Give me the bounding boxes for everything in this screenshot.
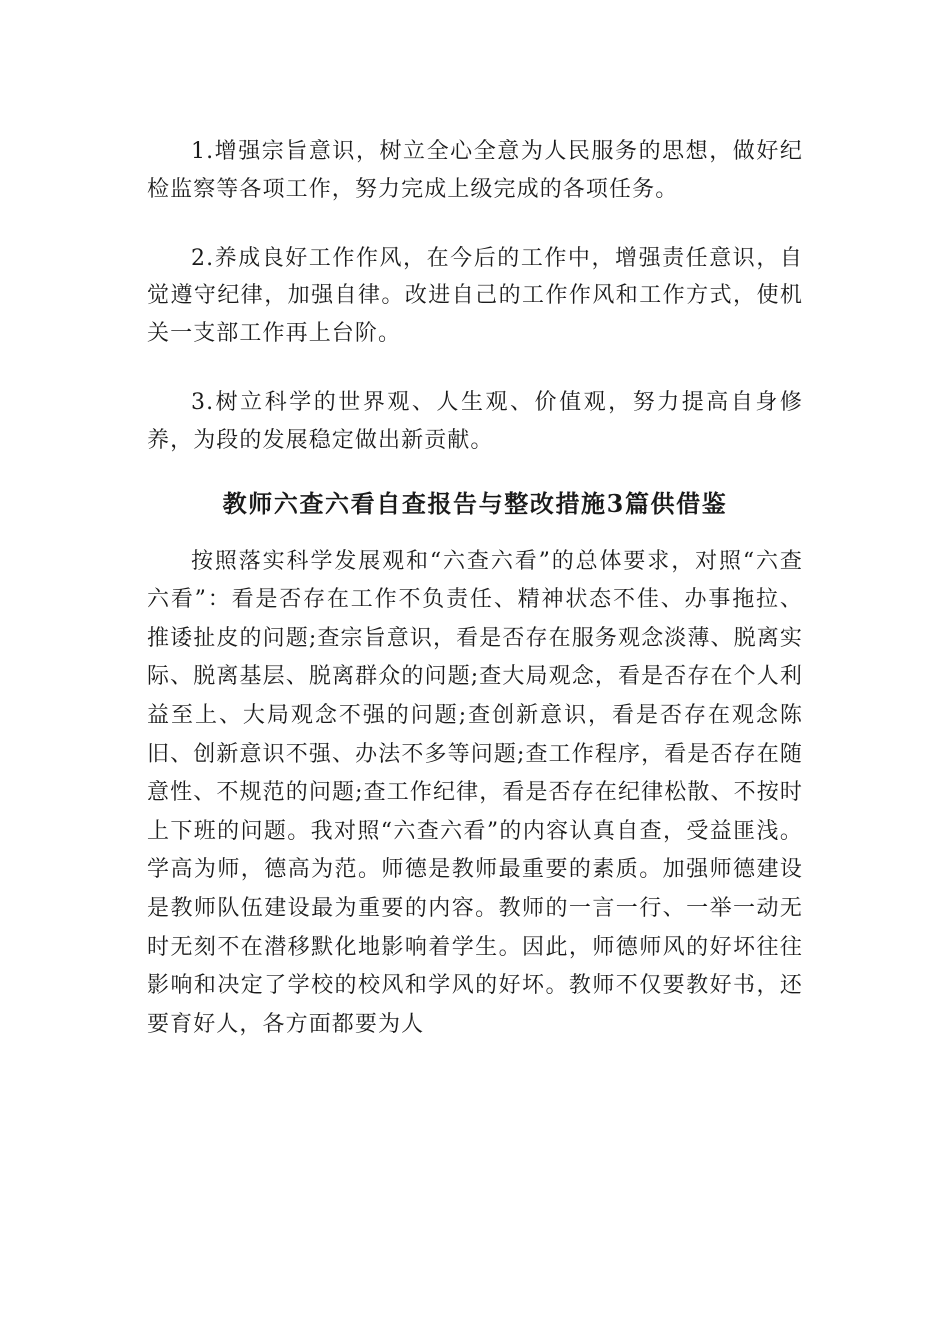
list-item-3: 3.树立科学的世界观、人生观、价值观，努力提高自身修养，为段的发展稳定做出新贡献。 <box>147 389 803 453</box>
list-item-2: 2.养成良好工作作风，在今后的工作中，增强责任意识，自觉遵守纪律，加强自律。改进自己的工作作风和工作方式，使机关一支部工作再上台阶。 <box>147 245 803 347</box>
section-title: 教师六查六看自查报告与整改措施3篇供借鉴 <box>222 488 728 518</box>
list-item-1: 1.增强宗旨意识，树立全心全意为人民服务的思想，做好纪检监察等各项工作，努力完成上级完成的各项任务。 <box>147 139 803 202</box>
document-page <box>147 133 803 1044</box>
body-paragraph: 按照落实科学发展观和“六查六看”的总体要求，对照“六查六看”：看是否存在工作不负责任、精神状态不佳、办事拖拉、推诿扯皮的问题;查宗旨意识，看是否存在服务观念淡薄、脱离实际、脱离基层、脱离群众的问题;查大局观念，看是否存在个人利益至上、大局观念不强的问题;查创新意识，看是否存在观念陈旧、创新意识不强、办法不多等问题;查工作程序，看是否存在随意性、不规范的问题;查工作纪律，看是否存在纪律松散、不按时上下班的问题。我对照“六查六看”的内容认真自查，受益匪浅。学高为师，德高为范。师德是教师最重要的素质。加强师德建设是教师队伍建设最为重要的内容。教师的一言一行、一举一动无时无刻不在潜移默化地影响着学生。因此，师德师风的好坏往往影响和决定了学校的校风和学风的好坏。教师不仅要教好书，还要育好人，各方面都要为人 <box>147 548 803 1037</box>
